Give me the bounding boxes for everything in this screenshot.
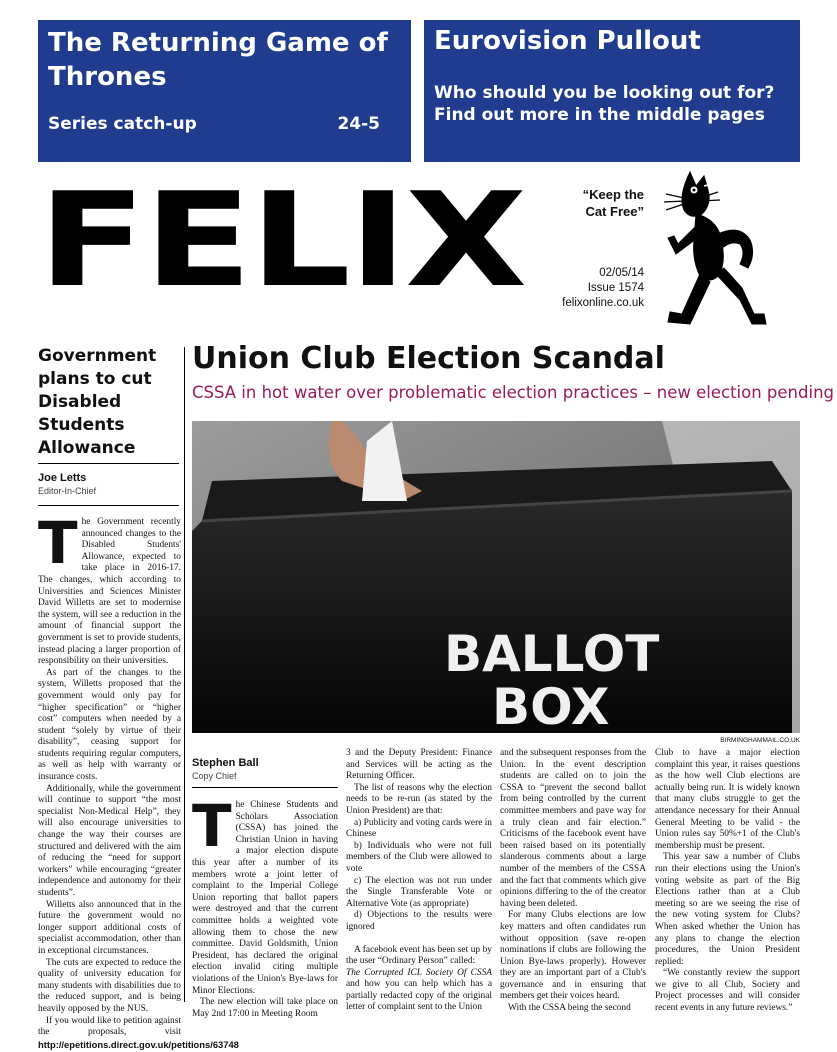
eurovision-teaser[interactable]	[424, 20, 800, 162]
side-author: Joe Letts	[38, 472, 87, 484]
facebook-event-name: The Corrupted ICL Society Of CSSA	[346, 967, 492, 978]
lead-paragraph: The new election will take place on May 2nd 17:00 in Meeting Room	[192, 997, 338, 1019]
lead-author: Stephen Ball	[192, 757, 259, 769]
side-divider	[38, 463, 179, 464]
lead-paragraph: Club to have a major election complaint this year, it raises questions as the how well Club elections are actually being run. It is widely known that many clubs struggle to get the attendance necessary for their Annual General Meeting to be valid - the Union rules say 50%+1 of the Club's membership must be present.	[655, 748, 800, 851]
side-byline-divider	[38, 505, 179, 506]
issue-date: 02/05/14	[599, 267, 644, 279]
lead-headline: Union Club Election Scandal	[192, 341, 665, 376]
side-paragraph: The cuts are expected to reduce the quality of university education for many students with disabilities due to the reduced support, and is being heavily opposed by the NUS.	[38, 957, 181, 1014]
side-story-headline: Government plans to cut Disabled Students Allowance	[38, 346, 157, 458]
lead-paragraph: c) The election was not run under the Single Transferable Vote or Alternative Vote (as appropriate)	[346, 875, 492, 909]
side-author-role: Editor-In-Chief	[38, 486, 97, 496]
lead-column-2	[346, 748, 492, 1013]
side-paragraph: If you would like to petition against the proposals, visit http://epetitions.direct.gov.uk/petitions/63748	[38, 1015, 239, 1050]
issue-number: Issue 1574	[587, 282, 644, 294]
got-teaser-subtitle: Series catch-up	[48, 114, 197, 134]
eurovision-teaser-subtitle: Who should you be looking out for? Find out more in the middle pages	[434, 83, 775, 125]
side-paragraph: Willetts also announced that in the future the government would no longer support additional costs of specialist accommodation, other than in exceptional circumstances.	[38, 899, 181, 956]
got-teaser[interactable]	[38, 20, 411, 162]
ballot-box-photo	[192, 421, 800, 736]
photo-box-text: BOX	[492, 678, 610, 736]
lead-paragraph: 3 and the Deputy President: Finance and Services will be acting as the Returning Officer.	[346, 748, 492, 782]
lead-column-3	[500, 748, 646, 1014]
lead-paragraph: This year saw a number of Clubs run their elections using the Union's voting website as part of the Big Elections rather than at a Club meeting so are we seeing the rise of the new voting system for Clubs? When asked whether the Union has any plans to change the election procedures, the Union President replied:	[655, 852, 800, 967]
masthead-meta	[548, 266, 644, 311]
lead-paragraph: “We constantly review the support we give to all Club, Society and Project processes and will consider recent events in any future reviews.”	[655, 968, 800, 1014]
ballot-photo-illustration	[192, 421, 800, 736]
lead-paragraph: For many Clubs elections are low key matters and often candidates run without opposition (save re-open nominations if clubs are following the Union Bye-laws properly). However they are an important part of a Club's governance and in ensuring that members get their voices heard.	[500, 910, 646, 1002]
lead-standfirst: CSSA in hot water over problematic election practices – new election pending	[192, 383, 835, 402]
photo-ballot-text: BALLOT	[444, 625, 660, 683]
lead-paragraph: A facebook event has been set up by the user “Ordinary Person” called:	[346, 944, 492, 967]
masthead-slogan: “Keep the Cat Free”	[582, 187, 644, 219]
photo-credit: BIRMINGHAMMAIL.CO.UK	[720, 737, 800, 744]
column-rule	[184, 347, 185, 1002]
petition-link[interactable]: http://epetitions.direct.gov.uk/petitions/63748	[38, 1038, 239, 1050]
lead-paragraph: The Chinese Students and Scholars Association (CSSA) has joined the Christian Union in having a major election dispute this year after a number of its members wrote a joint letter of complaint to the Imperial College Union reporting that ballot papers were destroyed and that the current committee holds a weighted vote allowing them to chose the new committee. David Goldsmith, Union President, has declared the original election invalid citing multiple violations of the Union's Bye-laws for Minor Elections.	[192, 792, 338, 996]
got-teaser-pages: 24-5	[337, 114, 380, 134]
side-paragraph: As part of the changes to the system, Willetts proposed that the government would only pay for “higher specification” or “higher cost” computers when needed by a student “solely by virtue of their disability”, ceasing support for students requiring regular computers, as well as help with warranty or insurance costs.	[38, 667, 181, 783]
drop-cap: T	[192, 792, 232, 860]
lead-paragraph: With the CSSA being the second	[508, 1003, 631, 1014]
lead-paragraph: The Corrupted ICL Society Of CSSA and how you can help which has a partially redacted copy of the original letter of complaint sent to the Union	[346, 967, 492, 1013]
drop-cap: T	[38, 509, 78, 577]
lead-column-1	[192, 792, 338, 1019]
eurovision-teaser-title: Eurovision Pullout	[434, 26, 701, 56]
lead-paragraph: b) Individuals who were not full members of the Club were allowed to vote	[346, 840, 492, 874]
got-teaser-title: The Returning Game of Thrones	[48, 28, 388, 92]
cat-logo-icon	[660, 164, 780, 334]
lead-paragraph: The list of reasons why the election needs to be re-run (as stated by the Union President) are that:	[346, 782, 492, 816]
lead-paragraph: a) Publicity and voting cards were in Chinese	[346, 817, 492, 840]
lead-author-role: Copy Chief	[192, 771, 237, 781]
side-paragraph: Additionally, while the government will continue to support “the most specialist Non-Medical Help”, they will also encourage universities to change the way their courses are structured and delivered with the aim of reducing the “need for support workers” while encouraging “greater independence and autonomy for their students”.	[38, 783, 181, 898]
lead-column-4	[655, 748, 800, 1014]
lead-paragraph: d) Objections to the results were ignored	[346, 910, 492, 932]
website: felixonline.co.uk	[562, 297, 644, 309]
lead-byline-divider	[192, 787, 338, 788]
lead-paragraph: and the subsequent responses from the Union. In the event description students are called on to join the CSSA to “prevent the second ballot from being controlled by the current committee members and pave way for a truly clean and fair election.” Criticisms of the facebook event have been raised based on its potentially slanderous comments about a large number of the members of the CSSA and the fact that comments which give opinions differing to the of the creator having been deleted.	[500, 748, 646, 909]
side-paragraph: The Government recently announced changes to the Disabled Students' Allowance, expected to take place in 2016-17. The changes, which according to Universities and Sciences Minister David Willetts are set to modernise the system, will see a reduction in the amount of financial support the government is set to provide students, instead placing a larger proportion of responsibility on their universities.	[38, 509, 181, 667]
masthead-title: FELIX	[38, 164, 525, 316]
